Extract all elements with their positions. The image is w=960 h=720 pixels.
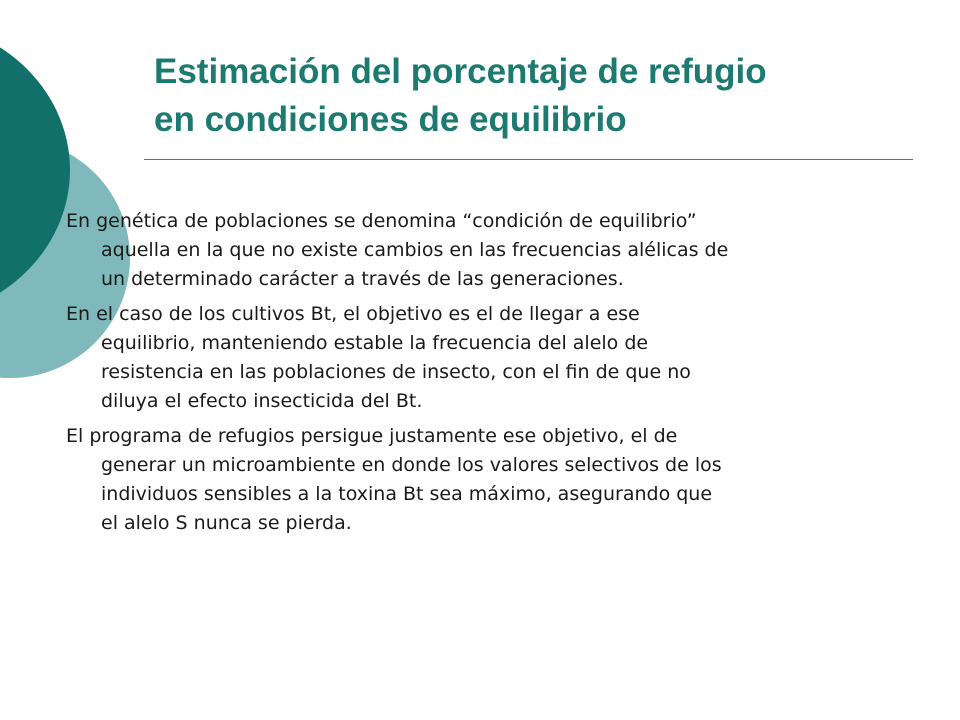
paragraph-line: el alelo S nunca se pierda.: [101, 512, 352, 534]
paragraph-refuge-program: [66, 422, 906, 538]
paragraph-bt-crops: [66, 300, 906, 416]
paragraph-line: aquella en la que no existe cambios en las frecuencias alélicas de: [101, 239, 729, 261]
paragraph-line: El programa de refugios persigue justamente ese objetivo, el de: [66, 425, 678, 447]
title-divider: [144, 159, 913, 160]
title-line: en condiciones de equilibrio: [154, 100, 627, 139]
paragraph-equilibrium-definition: [66, 207, 906, 294]
paragraph-line: En genética de poblaciones se denomina “condición de equilibrio”: [66, 210, 697, 232]
title-line: Estimación del porcentaje de refugio: [154, 52, 767, 91]
slide-title: [154, 48, 934, 144]
paragraph-line: individuos sensibles a la toxina Bt sea máximo, asegurando que: [101, 483, 713, 505]
paragraph-line: resistencia en las poblaciones de insecto, con el fin de que no: [101, 361, 691, 383]
paragraph-line: equilibrio, manteniendo estable la frecuencia del alelo de: [101, 332, 649, 354]
paragraph-line: un determinado carácter a través de las generaciones.: [101, 268, 624, 290]
slide-body: [66, 207, 906, 544]
paragraph-line: diluya el efecto insecticida del Bt.: [101, 390, 423, 412]
paragraph-line: generar un microambiente en donde los valores selectivos de los: [101, 454, 722, 476]
paragraph-line: En el caso de los cultivos Bt, el objetivo es el de llegar a ese: [66, 303, 640, 325]
